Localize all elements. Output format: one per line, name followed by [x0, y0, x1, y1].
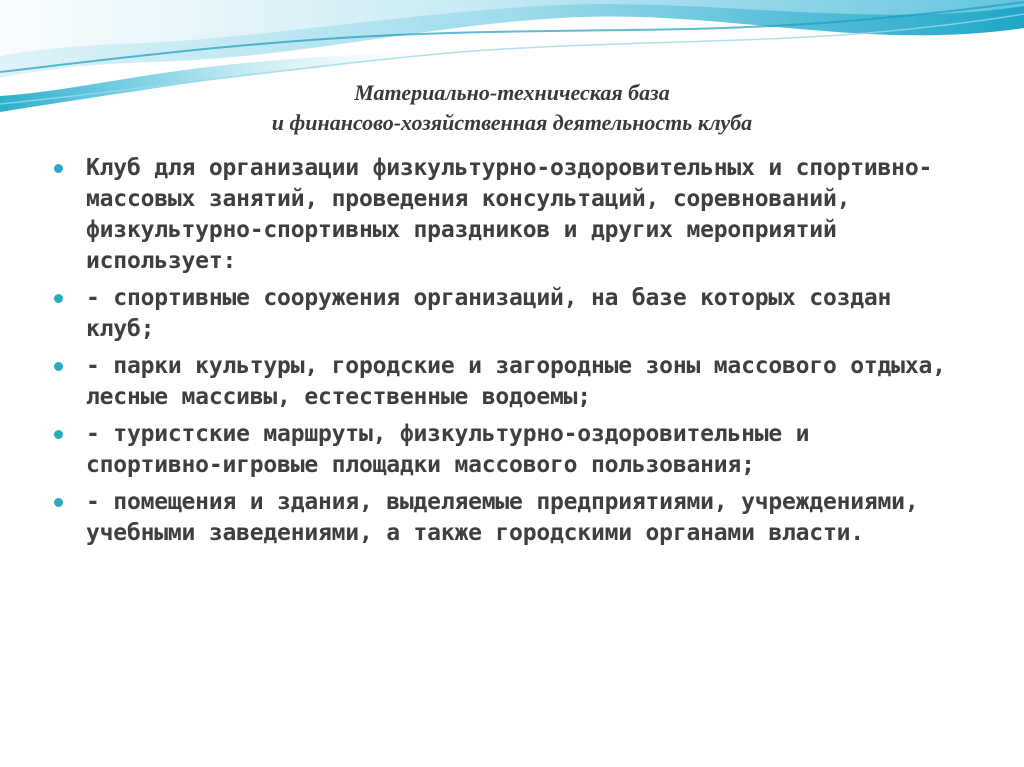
list-item: [52, 153, 952, 277]
bullet-icon: [54, 430, 63, 439]
list-item-text: - спортивные сооружения организаций, на базе которых создан клуб;: [86, 285, 892, 342]
list-item: [52, 487, 952, 549]
list-item: [52, 419, 952, 481]
list-item-text: - помещения и здания, выделяемые предприятиями, учреждениями, учебными заведениями, а также городскими органами власти.: [86, 489, 919, 546]
slide-title: [0, 78, 1024, 138]
bullet-icon: [54, 498, 63, 507]
bullet-list: [52, 153, 952, 549]
list-item: [52, 351, 952, 413]
bullet-icon: [54, 362, 63, 371]
title-line-2: и финансово-хозяйственная деятельность клуба: [271, 110, 753, 135]
list-item-text: Клуб для организации физкультурно-оздоровительных и спортивно-массовых занятий, проведения консультаций, соревнований, физкультурно-спортивных праздников и других мероприятий использует:: [86, 155, 933, 274]
title-line-1: Материально-техническая база: [354, 80, 670, 105]
list-item: [52, 283, 952, 345]
list-item-text: - туристские маршруты, физкультурно-оздоровительные и спортивно-игровые площадки массового пользования;: [86, 421, 810, 478]
bullet-icon: [54, 294, 63, 303]
slide-content: [52, 153, 952, 555]
bullet-icon: [54, 164, 63, 173]
list-item-text: - парки культуры, городские и загородные зоны массового отдыха, лесные массивы, естественные водоемы;: [86, 353, 946, 410]
